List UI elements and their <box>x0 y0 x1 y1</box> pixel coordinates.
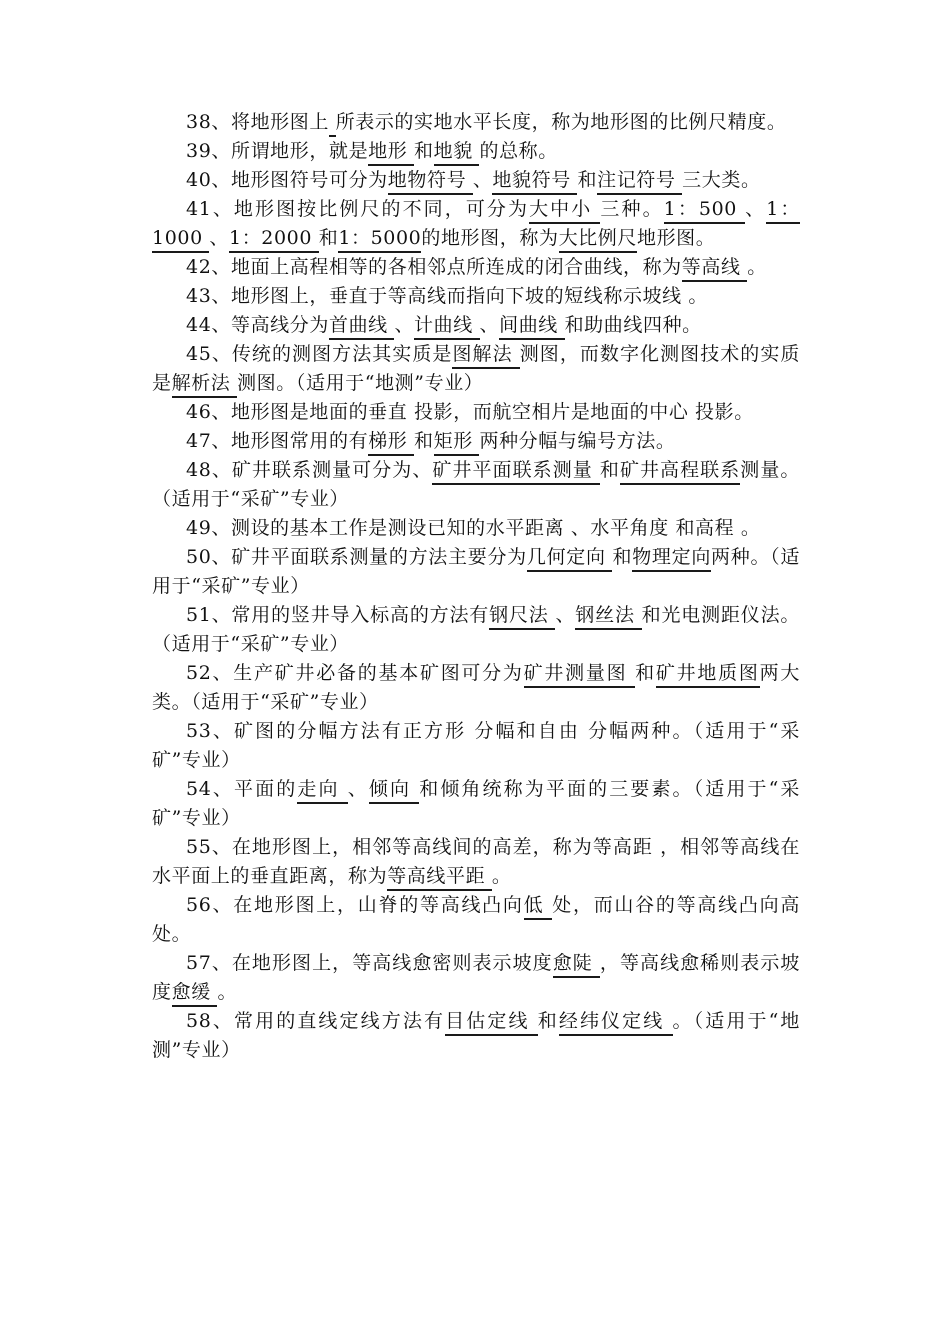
question-text: 52、生产矿井必备的基本矿图可分为 <box>186 662 524 684</box>
question-text: 44、等高线分为 <box>186 314 329 336</box>
answer-blank: 愈缓 <box>172 981 218 1007</box>
question-item <box>152 311 800 340</box>
question-text: 55、在地形图上，相邻等高线间的高差，称为等高距 ，相邻等高线在水平面上的垂直距离，称为 <box>152 836 800 887</box>
question-text: 和光电测距仪法。（适用于“采矿”专业） <box>152 604 800 655</box>
answer-blank: 首曲线 <box>329 314 394 340</box>
answer-blank: 大比例尺 <box>559 227 637 253</box>
question-text: 两大类。（适用于“采矿”专业） <box>152 662 800 713</box>
question-text: 、 <box>745 198 767 220</box>
answer-blank: 计曲线 <box>414 314 479 340</box>
answer-blank: 1：1000 <box>152 198 800 253</box>
question-text: 43、地形图上，垂直于等高线而指向下坡的短线称示坡线 。 <box>186 285 709 307</box>
question-text: 47、地形图常用的有 <box>186 430 369 452</box>
question-item <box>152 1007 800 1065</box>
answer-blank: 矩形 <box>434 430 480 456</box>
answer-blank: 注记符号 <box>597 169 682 195</box>
question-text: 39、所谓地形，就是 <box>186 140 369 162</box>
question-text: 38、将地形图上 <box>186 111 329 133</box>
question-text: 、 <box>394 314 415 336</box>
question-text: 处，而山谷的等高线凸向高 处。 <box>152 894 800 945</box>
question-text: 和 <box>414 430 434 452</box>
question-item <box>152 891 800 949</box>
answer-blank: 图解法 <box>452 343 519 369</box>
question-item <box>152 949 800 1007</box>
question-text: 41、地形图按比例尺的不同，可分为 <box>186 198 530 220</box>
question-text: 51、常用的竖井导入标高的方法有 <box>186 604 490 626</box>
question-item <box>152 137 800 166</box>
question-text: 57、在地形图上，等高线愈密则表示坡度 <box>186 952 553 974</box>
answer-blank: 矿井测量图 <box>524 662 636 688</box>
question-text: 。 <box>491 865 512 887</box>
question-text: 。 <box>217 981 238 1003</box>
answer-blank: 目估定线 <box>445 1010 538 1036</box>
question-text: 49、测设的基本工作是测设已知的水平距离 、水平角度 和高程 。 <box>186 517 761 539</box>
question-text: ，等高线愈稀则表示坡度 <box>152 952 800 1003</box>
question-text: 40、地形图符号可分为 <box>186 169 388 191</box>
answer-blank: 地貌符号 <box>492 169 577 195</box>
question-text: 和 <box>612 546 633 568</box>
answer-blank: 经纬仪定线 <box>559 1010 673 1036</box>
question-item <box>152 775 800 833</box>
question-item <box>152 659 800 717</box>
answer-blank: 1：5000 <box>338 227 421 253</box>
question-text: 50、矿井平面联系测量的方法主要分为 <box>186 546 527 568</box>
question-text: 。（适用于“地测”专业） <box>152 1010 801 1061</box>
answer-blank: 矿井地质图 <box>656 662 760 688</box>
question-text: 53、矿图的分幅方法有正方形 分幅和自由 分幅两种。（适用于“采矿”专业） <box>152 720 800 771</box>
answer-blank: 梯形 <box>368 430 414 456</box>
question-text: 54、平面的 <box>186 778 298 800</box>
question-item <box>152 166 800 195</box>
question-text: 、 <box>555 604 576 626</box>
question-text: 两种分幅与编号方法。 <box>479 430 676 452</box>
question-text: 和 <box>318 227 339 249</box>
answer-blank: 钢丝法 <box>575 604 641 630</box>
question-text: 地形图。 <box>636 227 716 249</box>
question-text: 所表示的实地水平长度，称为地形图的比例尺精度。 <box>335 111 787 133</box>
answer-blank: 矿井平面联系测量 <box>432 459 600 485</box>
question-text: 三大类。 <box>682 169 761 191</box>
answer-blank: 低 <box>524 894 553 920</box>
question-item <box>152 398 800 427</box>
answer-blank: 走向 <box>297 778 347 804</box>
question-text: 。 <box>747 256 767 278</box>
question-item <box>152 514 800 543</box>
answer-blank: 愈陡 <box>553 952 600 978</box>
answer-blank: 矿井高程联系 <box>620 459 740 485</box>
question-text: 的地形图，称为 <box>421 227 559 249</box>
question-item <box>152 456 800 514</box>
question-text: 、 <box>479 314 500 336</box>
answer-blank: 1：500 <box>664 198 745 224</box>
question-text: 和 <box>635 662 656 684</box>
answer-blank: 大中小 <box>529 198 600 224</box>
question-text: 42、地面上高程相等的各相邻点所连成的闭合曲线，称为 <box>186 256 682 278</box>
question-item <box>152 427 800 456</box>
question-item <box>152 195 800 253</box>
answer-blank: 倾向 <box>369 778 419 804</box>
answer-blank: 地形 <box>368 140 414 166</box>
answer-blank: 地物符号 <box>388 169 473 195</box>
question-text: 和 <box>537 1010 559 1032</box>
question-text: 和 <box>577 169 598 191</box>
question-item <box>152 543 800 601</box>
answer-blank: 物理定向 <box>632 546 711 572</box>
question-text: 和 <box>599 459 620 481</box>
answer-blank: 间曲线 <box>499 314 564 340</box>
question-text: 测量。（适用于“采矿”专业） <box>152 459 800 510</box>
question-text: 和 <box>414 140 434 162</box>
question-item <box>152 253 800 282</box>
question-text: 和倾角统称为平面的三要素。（适用于“采矿”专业） <box>152 778 800 829</box>
answer-blank: 等高线平距 <box>387 865 492 891</box>
answer-blank: 解析法 <box>172 372 237 398</box>
answer-blank: 1：2000 <box>229 227 319 253</box>
question-text: 、 <box>209 227 230 249</box>
question-text: 46、地形图是地面的垂直 投影，而航空相片是地面的中心 投影。 <box>186 401 754 423</box>
answer-blank: 地貌 <box>434 140 480 166</box>
question-item <box>152 601 800 659</box>
question-text: 测图，而数字化测图技术的实质是 <box>152 343 800 394</box>
question-item <box>152 833 800 891</box>
question-text: 45、传统的测图方法其实质是 <box>186 343 453 365</box>
answer-blank: 等高线 <box>682 256 747 282</box>
question-text: 48、矿井联系测量可分为、 <box>186 459 433 481</box>
question-item <box>152 108 800 137</box>
question-text: 测图。（适用于“地测”专业） <box>237 372 484 394</box>
question-text: 三种。 <box>600 198 664 220</box>
answer-blank <box>329 111 336 137</box>
answer-blank: 钢尺法 <box>489 604 555 630</box>
question-text: 两种。（适用于“采矿”专业） <box>152 546 800 597</box>
question-text: 58、常用的直线定线方法有 <box>186 1010 446 1032</box>
question-item <box>152 717 800 775</box>
question-text: 和助曲线四种。 <box>564 314 702 336</box>
document-page <box>152 108 800 1065</box>
question-item <box>152 340 800 398</box>
question-text: 、 <box>347 778 369 800</box>
question-text: 56、在地形图上，山脊的等高线凸向 <box>186 894 524 916</box>
question-item <box>152 282 800 311</box>
answer-blank: 几何定向 <box>527 546 613 572</box>
question-text: 、 <box>472 169 493 191</box>
question-text: 的总称。 <box>479 140 558 162</box>
